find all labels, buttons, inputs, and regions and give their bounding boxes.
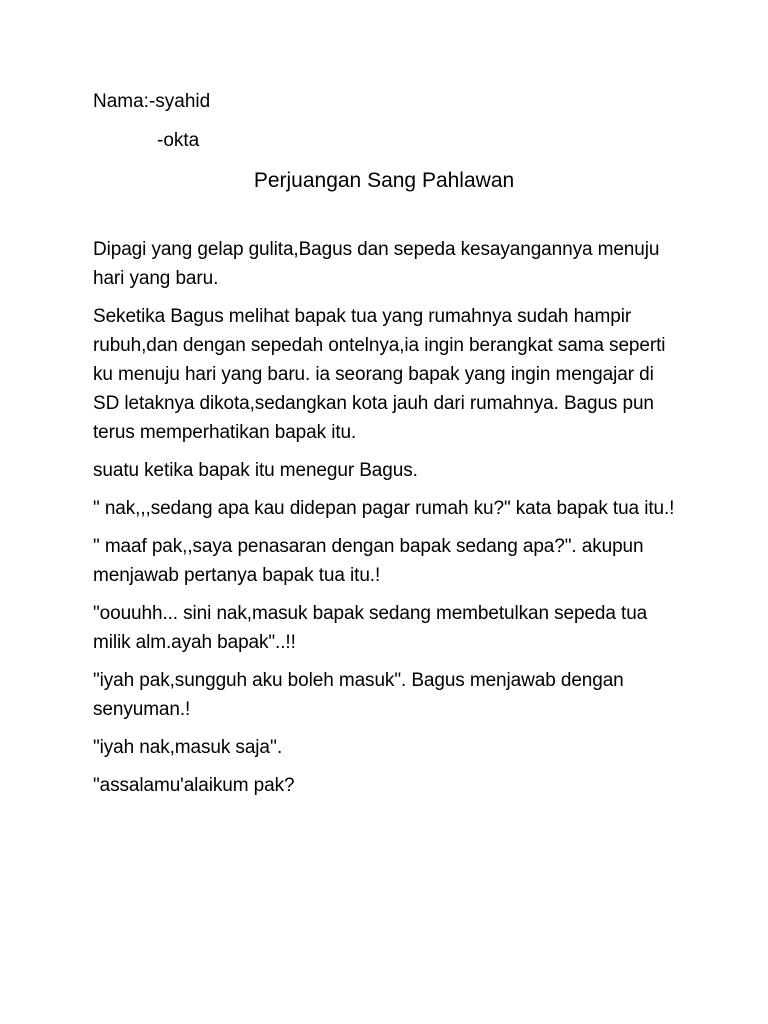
paragraph-7: "iyah pak,sungguh aku boleh masuk". Bagus menjawab dengan senyuman.! [93, 670, 624, 720]
paragraph-8: "iyah nak,masuk saja''. [93, 737, 283, 758]
paragraph-1: Dipagi yang gelap gulita,Bagus dan sepeda kesayangannya menuju hari yang baru. [93, 239, 660, 289]
author-name-line-1: Nama:-syahid [93, 91, 211, 112]
story-body [93, 235, 683, 809]
paragraph-3: suatu ketika bapak itu menegur Bagus. [93, 460, 418, 481]
document-title: Perjuangan Sang Pahlawan [253, 169, 515, 192]
paragraph-9: "assalamu'alaikum pak? [93, 775, 295, 796]
paragraph-6: "oouuhh... sini nak,masuk bapak sedang membetulkan sepeda tua milik alm.ayah bapak"..!! [93, 603, 648, 653]
paragraph-5: " maaf pak,,saya penasaran dengan bapak sedang apa?". akupun menjawab pertanya bapak tua itu.! [93, 536, 644, 586]
paragraph-2: Seketika Bagus melihat bapak tua yang rumahnya sudah hampir rubuh,dan dengan sepedah ontelnya,ia ingin berangkat sama seperti ku menuju hari yang baru. ia seorang bapak yang ingin mengajar di SD letaknya dikota,sedangkan kota jauh dari rumahnya. Bagus pun terus memperhatikan bapak itu. [93, 306, 666, 443]
author-name-line-2: -okta [157, 130, 200, 151]
paragraph-4: " nak,,,sedang apa kau didepan pagar rumah ku?" kata bapak tua itu.! [93, 498, 675, 519]
